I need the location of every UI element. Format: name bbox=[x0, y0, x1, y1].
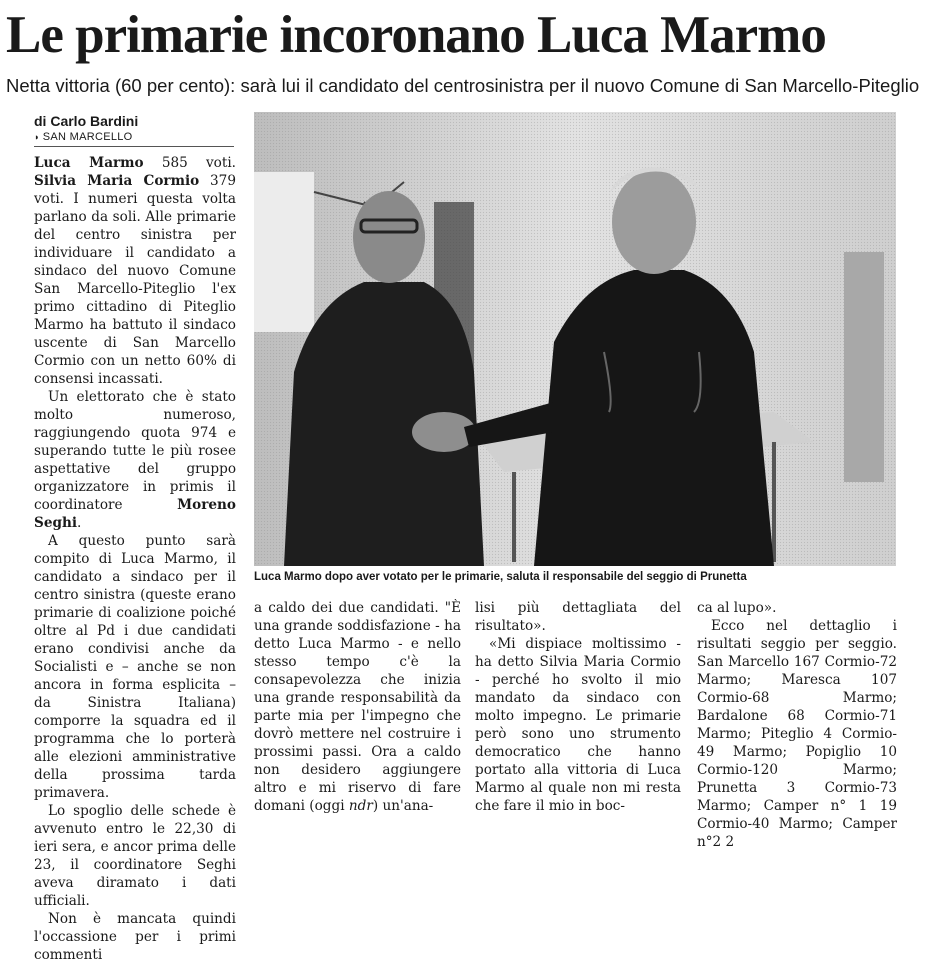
article-photo bbox=[254, 112, 896, 566]
candidate-name-1: Luca Marmo bbox=[34, 155, 144, 171]
photo-caption: Luca Marmo dopo aver votato per le primarie, saluta il responsabile del seggio di Prunetta bbox=[254, 571, 747, 583]
paragraph-text: . bbox=[77, 515, 82, 531]
paragraph-4: Lo spoglio delle schede è avvenuto entro le 22,30 di ieri sera, e ancor prima delle 23, il coordinatore Seghi aveva diramato i dati ufficiali. bbox=[34, 803, 236, 909]
paragraph-3: A questo punto sarà compito di Luca Marmo, il candidato a sindaco per il centro sinistra (queste erano primarie di coalizione poiché oltre al Pd i due candidati erano condivisi anche da Socialisti e – anche se non ancora in forma esplicita – da Sinistra Italiana) comporre la squadra ed il programma che lo porterà alle elezioni amministrative della prossima tarda primavera. bbox=[34, 533, 236, 801]
location-marker-icon: ◗ bbox=[34, 132, 40, 142]
article-column-2 bbox=[254, 599, 461, 815]
article-column-3 bbox=[475, 599, 681, 815]
coordinator-name: Moreno Seghi bbox=[34, 497, 236, 531]
paragraph-10: Ecco nel dettaglio i risultati seggio per seggio. San Marcello 167 Cormio-72 Marmo; Maresca 107 Cormio-68 Marmo; Bardalone 68 Cormio-71 Marmo; Piteglio 4 Cormio-49 Marmo; Popiglio 10 Cormio-120 Marmo; Prunetta 3 Cormio-73 Marmo; Camper n° 1 19 Cormio-40 Marmo; Camper n°2 2 bbox=[697, 618, 897, 850]
paragraph-8: «Mi dispiace moltissimo - ha detto Silvia Maria Cormio - perché ho svolto il mio mandato da sindaco con molto impegno. Le primarie però sono uno strumento democratico che hanno portato alla vittoria di Luca Marmo al quale non mi resta che fare il mio in boc- bbox=[475, 636, 681, 814]
paragraph-1 bbox=[34, 154, 236, 388]
byline bbox=[34, 112, 234, 147]
paragraph-text: a caldo dei due candidati. "È una grande soddisfazione - ha detto Luca Marmo - e nello stesso tempo c'è la consapevolezza che inizia una grande responsabilità da parte mia per l'impegno che dovrò mettere nel costruire i prossimi passi. Ora a caldo non desidero aggiungere altro e mi riservo di fare domani (oggi bbox=[254, 600, 461, 814]
paragraph-text: Un elettorato che è stato molto numeroso, raggiungendo quota 974 e superando tutte le più rosee aspettative del gruppo organizzatore in primis il coordinatore bbox=[34, 389, 236, 513]
editor-note: ndr bbox=[348, 798, 373, 814]
paragraph-9: ca al lupo». bbox=[697, 600, 777, 616]
paragraph-text: ) un'ana- bbox=[372, 798, 434, 814]
dateline bbox=[34, 130, 234, 144]
paragraph-6 bbox=[254, 599, 461, 815]
paragraph-5: Non è mancata quindi l'occassione per i primi commenti bbox=[34, 911, 236, 963]
article-column-1 bbox=[34, 154, 236, 963]
location-label: SAN MARCELLO bbox=[42, 131, 133, 143]
headline: Le primarie incoronano Luca Marmo bbox=[6, 6, 826, 64]
subheadline: Netta vittoria (60 per cento): sarà lui il candidato del centrosinistra per il nuovo Comune di San Marcello-Piteglio bbox=[6, 75, 920, 96]
handshake-photo-icon bbox=[254, 112, 896, 566]
paragraph-2 bbox=[34, 388, 236, 532]
candidate-name-2: Silvia Maria Cormio bbox=[34, 173, 200, 189]
article-column-4 bbox=[697, 599, 897, 851]
paragraph-text: 585 voti. bbox=[143, 155, 236, 171]
author-name: di Carlo Bardini bbox=[34, 113, 139, 129]
paragraph-text: 379 voti. I numeri questa volta parlano da soli. Alle primarie del centro sinistra per individuare il candidato a sindaco del nuovo Comune San Marcello-Piteglio l'ex primo cittadino di Piteglio Marmo ha battuto il sindaco uscente di San Marcello Cormio con un netto 60% di consensi incassati. bbox=[34, 173, 236, 387]
paragraph-7: lisi più dettagliata del risultato». bbox=[475, 600, 681, 634]
